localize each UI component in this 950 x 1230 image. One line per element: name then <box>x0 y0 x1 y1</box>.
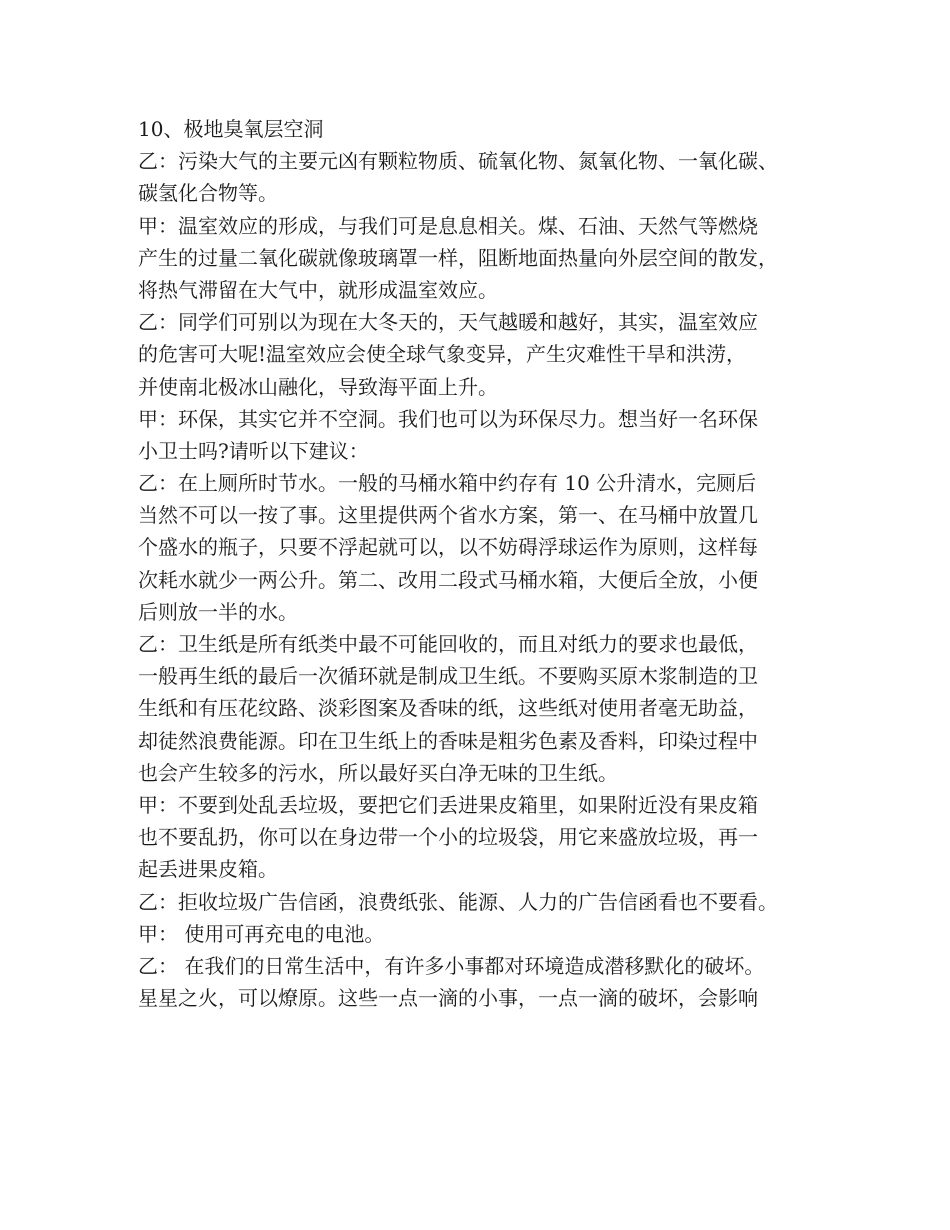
text-line: 碳氢化合物等。 <box>138 181 278 206</box>
text-line: 并使南北极冰山融化，导致海平面上升。 <box>138 374 498 399</box>
section-heading: 10、极地臭氧层空洞 <box>138 117 324 141</box>
text-line: 小卫士吗?请听以下建议： <box>138 438 369 463</box>
text-line: 乙：拒收垃圾广告信函，浪费纸张、能源、人力的广告信函看也不要看。 <box>138 889 778 914</box>
text-line: 却徒然浪费能源。印在卫生纸上的香味是粗劣色素及香料，印染过程中 <box>138 728 758 753</box>
document-body <box>138 113 828 1014</box>
text-line: 甲：环保，其实它并不空洞。我们也可以为环保尽力。想当好一名环保 <box>138 406 758 431</box>
text-line: 乙： 在我们的日常生活中，有许多小事都对环境造成潜移默化的破坏。 <box>138 953 765 978</box>
text-line: 后则放一半的水。 <box>138 599 298 624</box>
text-line: 个盛水的瓶子，只要不浮起就可以，以不妨碍浮球运作为原则，这样每 <box>138 535 758 560</box>
text-line: 的危害可大呢!温室效应会使全球气象变异，产生灾难性干旱和洪涝， <box>138 342 747 367</box>
text-line: 乙：卫生纸是所有纸类中最不可能回收的，而且对纸力的要求也最低， <box>138 632 758 656</box>
text-line: 一般再生纸的最后一次循环就是制成卫生纸。不要购买原木浆制造的卫 <box>138 664 758 689</box>
text-line: 甲：不要到处乱丢垃圾，要把它们丢进果皮箱里，如果附近没有果皮箱 <box>138 792 758 817</box>
text-line: 起丢进果皮箱。 <box>138 857 278 882</box>
text-line: 也不要乱扔，你可以在身边带一个小的垃圾袋，用它来盛放垃圾，再一 <box>138 825 758 850</box>
text-line: 也会产生较多的污水，所以最好买白净无味的卫生纸。 <box>138 760 618 785</box>
text-line: 当然不可以一按了事。这里提供两个省水方案，第一、在马桶中放置几 <box>138 503 758 528</box>
text-line: 乙：同学们可别以为现在大冬天的，天气越暖和越好，其实，温室效应 <box>138 310 758 335</box>
text-line: 次耗水就少一两公升。第二、改用二段式马桶水箱，大便后全放，小便 <box>138 567 758 592</box>
text-line: 产生的过量二氧化碳就像玻璃罩一样，阻断地面热量向外层空间的散发， <box>138 245 778 270</box>
text-line: 将热气滞留在大气中，就形成温室效应。 <box>138 277 498 302</box>
text-line: 乙：污染大气的主要元凶有颗粒物质、硫氧化物、氮氧化物、一氧化碳、 <box>138 149 778 174</box>
text-line: 星星之火，可以燎原。这些一点一滴的小事，一点一滴的破坏，会影响 <box>138 986 758 1011</box>
text-line: 甲： 使用可再充电的电池。 <box>138 921 385 946</box>
text-line: 生纸和有压花纹路、淡彩图案及香味的纸，这些纸对使用者毫无助益， <box>138 696 758 721</box>
text-line: 甲：温室效应的形成，与我们可是息息相关。煤、石油、天然气等燃烧 <box>138 213 758 238</box>
text-line: 乙：在上厕所时节水。一般的马桶水箱中约存有 10 公升清水，完厕后 <box>138 471 757 496</box>
